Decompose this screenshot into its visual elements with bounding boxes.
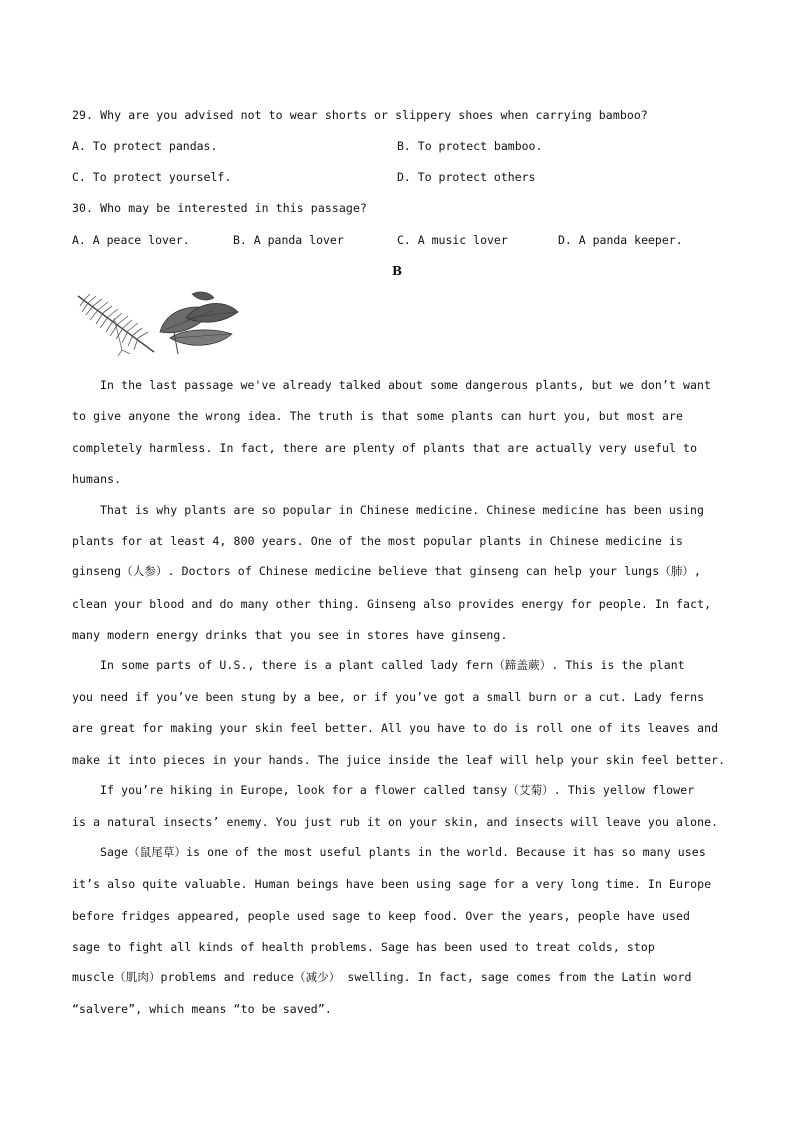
- passage-line: plants for at least 4, 800 years. One of the most popular plants in Chinese medicine is: [72, 534, 684, 548]
- passage-line: make it into pieces in your hands. The juice inside the leaf will help your skin feel better.: [72, 753, 726, 767]
- passage-line: If you’re hiking in Europe, look for a flower called tansy（艾菊）. This yellow flower: [100, 783, 695, 797]
- plant-illustration: [74, 288, 244, 358]
- question-29-option-c: C. To protect yourself.: [72, 170, 232, 184]
- passage-line: before fridges appeared, people used sage to keep food. Over the years, people have used: [72, 909, 691, 923]
- passage-line: In the last passage we've already talked about some dangerous plants, but we don’t want: [100, 378, 712, 392]
- passage-line: “salvere”, which means “to be saved”.: [72, 1002, 332, 1016]
- sage-leaves-icon: [160, 292, 238, 354]
- passage-line: clean your blood and do many other thing. Ginseng also provides energy for people. In fact,: [72, 597, 712, 611]
- section-label: B: [392, 264, 403, 278]
- question-30-option-a: A. A peace lover.: [72, 233, 190, 247]
- question-29-option-d: D. To protect others: [397, 170, 536, 184]
- question-30-option-c: C. A music lover: [397, 233, 508, 247]
- question-30-option-d: D. A panda keeper.: [558, 233, 683, 247]
- passage-line: to give anyone the wrong idea. The truth is that some plants can hurt you, but most are: [72, 409, 684, 423]
- passage-line: is a natural insects’ enemy. You just rub it on your skin, and insects will leave you alone.: [72, 815, 719, 829]
- passage-line: In some parts of U.S., there is a plant called lady fern（蹄盖蕨）. This is the plant: [100, 658, 685, 672]
- passage-line: That is why plants are so popular in Chinese medicine. Chinese medicine has been using: [100, 503, 705, 517]
- passage-line: sage to fight all kinds of health problems. Sage has been used to treat colds, stop: [72, 940, 655, 954]
- passage-line: muscle（肌肉）problems and reduce（减少） swelling. In fact, sage comes from the Latin word: [72, 970, 692, 984]
- question-29-option-a: A. To protect pandas.: [72, 139, 218, 153]
- passage-line: you need if you’ve been stung by a bee, or if you’ve got a small burn or a cut. Lady ferns: [72, 690, 705, 704]
- passage-line: many modern energy drinks that you see in stores have ginseng.: [72, 628, 508, 642]
- rosemary-sprig-icon: [78, 294, 154, 356]
- passage-line: Sage（鼠尾草）is one of the most useful plants in the world. Because it has so many uses: [100, 845, 706, 859]
- question-29-option-b: B. To protect bamboo.: [397, 139, 543, 153]
- question-29-stem: 29. Why are you advised not to wear shorts or slippery shoes when carrying bamboo?: [72, 108, 648, 122]
- question-30-stem: 30. Who may be interested in this passage?: [72, 201, 367, 215]
- question-30-option-b: B. A panda lover: [233, 233, 344, 247]
- passage-line: it’s also quite valuable. Human beings have been using sage for a very long time. In Europe: [72, 877, 712, 891]
- passage-line: humans.: [72, 472, 122, 486]
- passage-line: completely harmless. In fact, there are plenty of plants that are actually very useful to: [72, 441, 698, 455]
- passage-line: are great for making your skin feel better. All you have to do is roll one of its leaves and: [72, 721, 719, 735]
- passage-line: ginseng（人参）. Doctors of Chinese medicine believe that ginseng can help your lungs（肺）,: [72, 564, 702, 578]
